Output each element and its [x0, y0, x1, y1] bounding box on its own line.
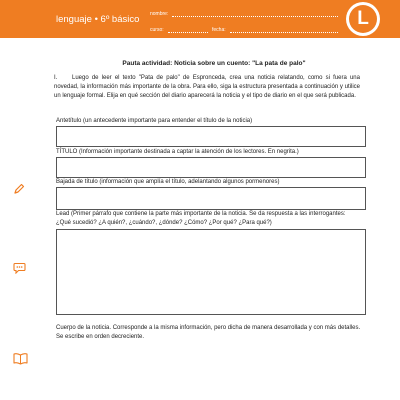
antetitulo-box[interactable]: [56, 126, 366, 147]
section-number: I.: [54, 75, 58, 81]
grade-label: 6º básico: [100, 14, 140, 25]
bullet-separator: •: [94, 14, 101, 25]
lead-label: Lead (Primer párrafo que contiene la parte más importante de la noticia. Se da respuesta a las interrogantes: ¿Qué sucedió? ¿A quién?, ¿cuándo?, ¿dónde? ¿Cómo? ¿Por qué? ¿Para qué?): [56, 211, 346, 226]
open-book-icon: [13, 352, 28, 365]
course-field[interactable]: [168, 32, 208, 33]
activity-title: Pauta actividad: Noticia sobre un cuento: "La pata de palo": [122, 60, 306, 67]
name-label: nombre:: [150, 11, 169, 17]
titulo-box[interactable]: [56, 157, 366, 178]
date-label: fecha:: [212, 27, 226, 33]
header-bar: [0, 0, 400, 38]
name-field[interactable]: [172, 16, 338, 17]
badge-letter: L: [349, 5, 377, 33]
lead-box[interactable]: [56, 229, 366, 315]
body-note: Cuerpo de la noticia. Corresponde a la misma información, pero dicha de manera desarrollada y con más detalles. Se escribe en orden decreciente.: [56, 325, 361, 340]
antetitulo-label: Antetítulo (un antecedente importante para entender el título de la noticia): [56, 118, 253, 124]
subject-badge: [346, 2, 380, 36]
bajada-label: Bajada de título (información que amplía el título, adelantando algunos pormenores): [56, 179, 280, 185]
subject-label: lenguaje: [56, 14, 92, 25]
subject-heading: [56, 14, 139, 25]
speech-bubble-icon: [13, 262, 26, 274]
titulo-label: TÍTULO (Información importante destinada a captar la atención de los lectores. En negrita.): [56, 149, 299, 155]
bajada-box[interactable]: [56, 187, 366, 210]
pencil-icon: [13, 183, 25, 195]
instructions-text: Luego de leer el texto "Pata de palo" de Espronceda, crea una noticia relatando, como si fuera una novedad, la información más importante de la obra. Para ello, siga la estructura presentada a continuación y utilice un lenguaje formal. Elija en qué sección del diario aparecerá la noticia y el tipo de diario en el que será publicada.: [54, 75, 360, 99]
course-label: curso:: [150, 27, 164, 33]
date-field[interactable]: [230, 32, 338, 33]
instructions-paragraph: [54, 74, 360, 100]
